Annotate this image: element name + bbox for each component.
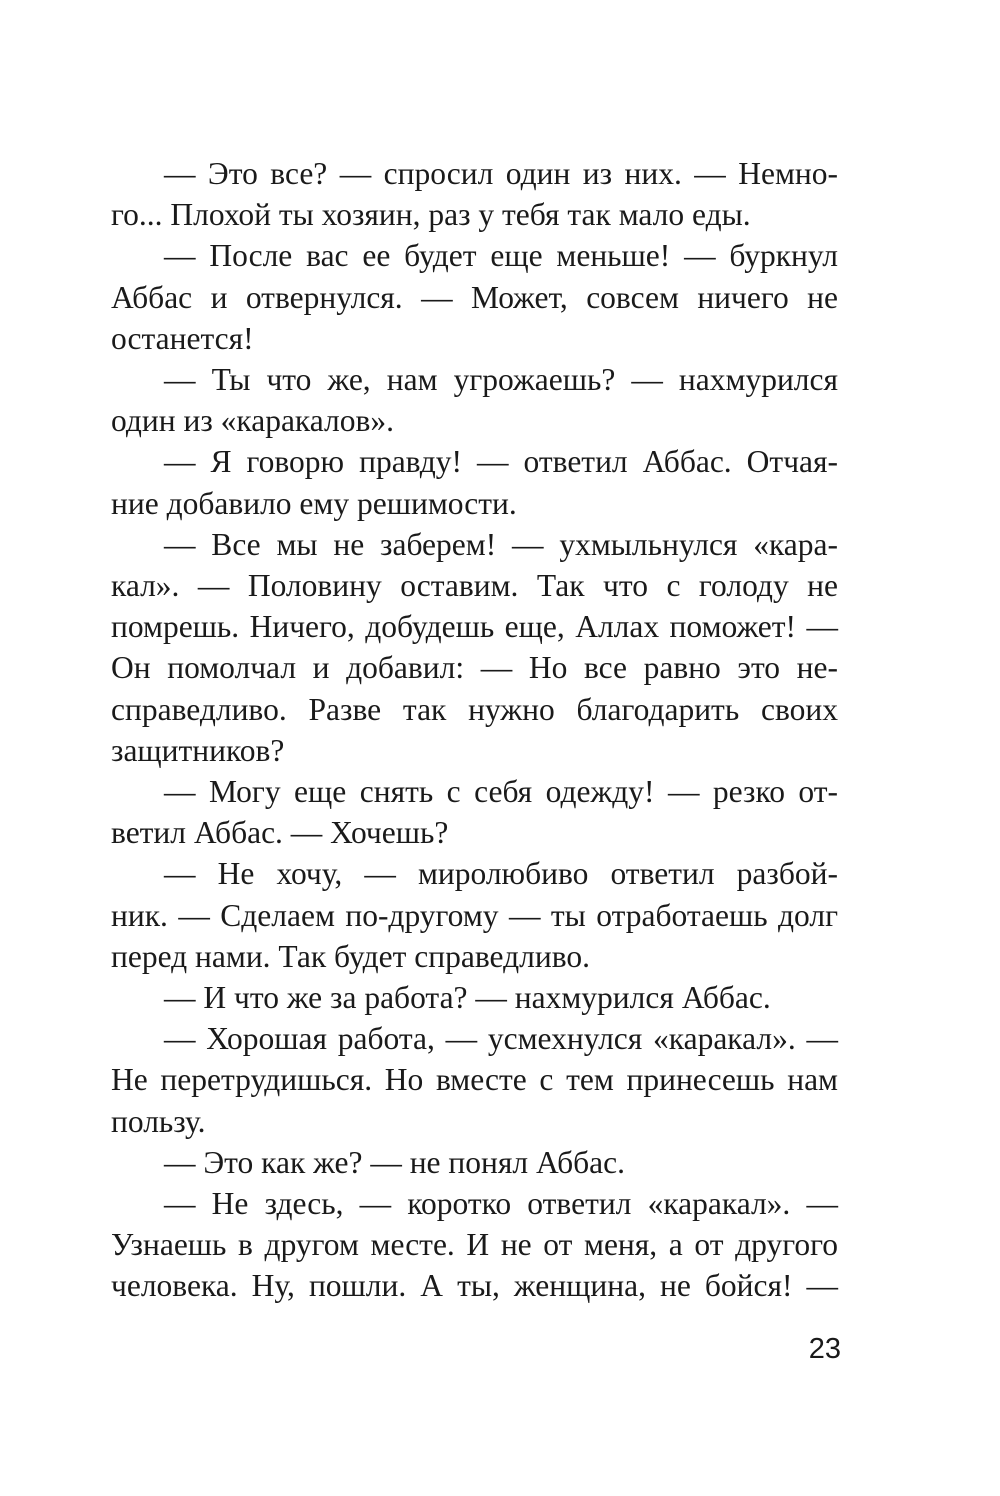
text-line: — Все мы не заберем! — ухмыльнулся «кара- <box>164 526 838 562</box>
text-line: справедливо. Разве так нужно благодарить своих <box>111 691 838 727</box>
page-number: 23 <box>808 1333 841 1365</box>
text-line: — Это все? — спросил один из них. — Немно- <box>164 156 838 191</box>
text-line: один из «каракалов». <box>111 403 394 439</box>
text-line: помрешь. Ничего, добудешь еще, Аллах поможет! — <box>111 609 838 645</box>
text-line: — Могу еще снять с себя одежду! — резко от- <box>164 774 838 810</box>
page-text <box>111 153 838 1307</box>
text-line: кал». — Половину оставим. Так что с голоду не <box>111 568 838 604</box>
text-line: пользу. <box>111 1103 206 1139</box>
text-line: защитников? <box>111 732 285 768</box>
text-line: — Не хочу, — миролюбиво ответил разбой- <box>164 856 838 892</box>
text-line: ник. — Сделаем по-другому — ты отработаешь долг <box>111 897 838 933</box>
text-line: останется! <box>111 320 254 356</box>
text-line: ние добавило ему решимости. <box>111 485 517 521</box>
text-line: — И что же за работа? — нахмурился Аббас. <box>164 980 771 1016</box>
text-line: Узнаешь в другом месте. И не от меня, а от другого <box>111 1227 838 1263</box>
text-line: — Хорошая работа, — усмехнулся «каракал». — <box>164 1021 838 1057</box>
text-line: — После вас ее будет еще меньше! — буркнул <box>164 238 838 274</box>
text-line: Он помолчал и добавил: — Но все равно это не- <box>111 650 838 686</box>
text-line: перед нами. Так будет справедливо. <box>111 938 591 974</box>
text-line: го... Плохой ты хозяин, раз у тебя так мало еды. <box>111 197 751 233</box>
text-line: Не перетрудишься. Но вместе с тем принесешь нам <box>111 1062 838 1098</box>
text-line: ветил Аббас. — Хочешь? <box>111 815 449 851</box>
text-line: — Не здесь, — коротко ответил «каракал». — <box>164 1186 838 1222</box>
text-line: — Я говорю правду! — ответил Аббас. Отчая- <box>164 444 838 480</box>
text-line: — Ты что же, нам угрожаешь? — нахмурился <box>164 362 838 398</box>
text-line: — Это как же? — не понял Аббас. <box>164 1144 625 1180</box>
text-line: Аббас и отвернулся. — Может, совсем ничего не <box>111 279 838 315</box>
text-line: человека. Ну, пошли. А ты, женщина, не бойся! — <box>111 1268 838 1304</box>
